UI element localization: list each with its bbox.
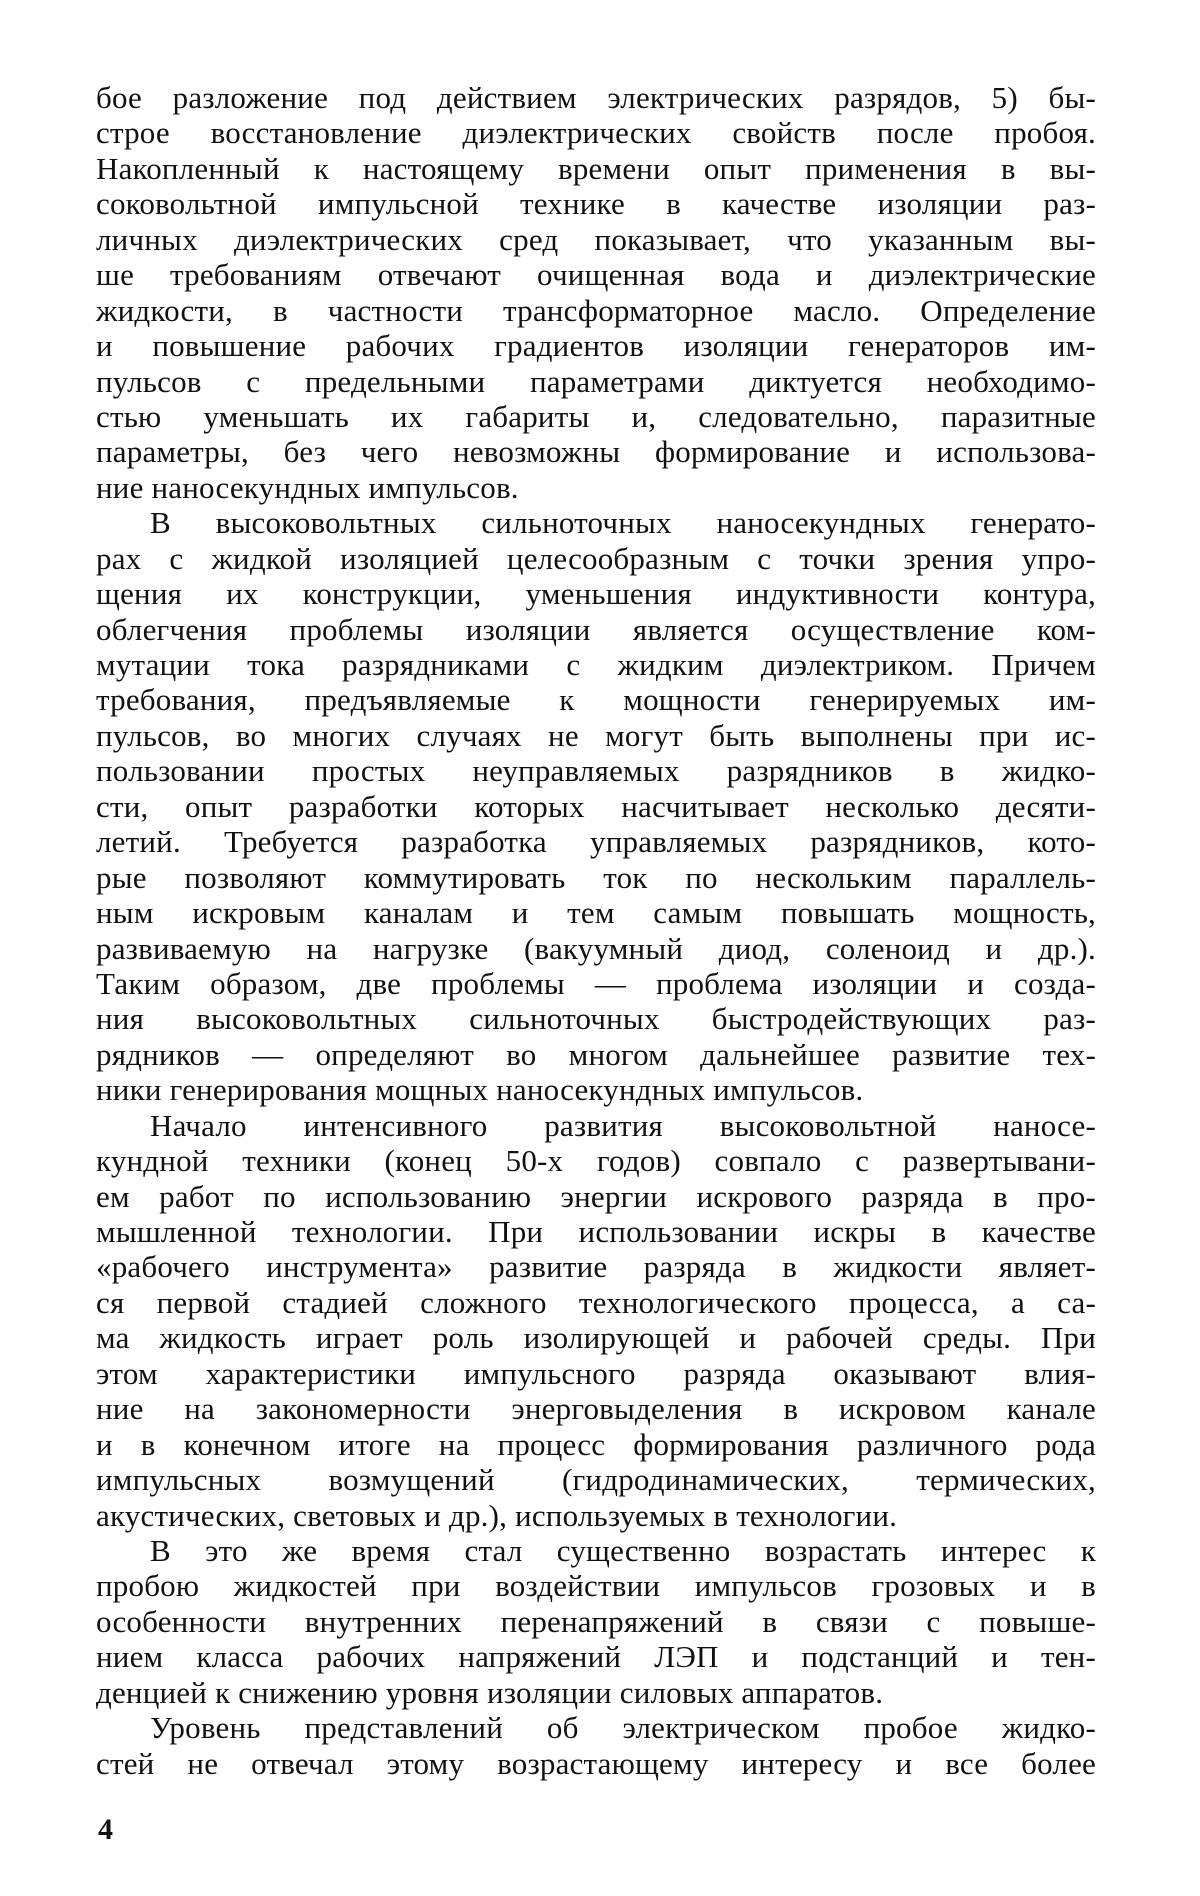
text-line: этом характеристики импульсного разряда оказывают влия- <box>96 1355 1096 1391</box>
text-line: пробою жидкостей при воздействии импульсов грозовых и в <box>96 1568 1096 1604</box>
paragraph <box>96 80 1096 505</box>
text-line: особенности внутренних перенапряжений в связи с повыше- <box>96 1603 1096 1639</box>
text-line: акустических, световых и др.), используемых в технологии. <box>96 1497 898 1533</box>
text-line: стью уменьшать их габариты и, следовательно, паразитные <box>96 398 1096 434</box>
text-line: Таким образом, две проблемы — проблема изоляции и созда- <box>96 965 1096 1001</box>
text-line: В это же время стал существенно возрастать интерес к <box>150 1532 1096 1568</box>
text-line: пульсов с предельными параметрами диктуется необходимо- <box>96 363 1096 399</box>
text-line: бое разложение под действием электрических разрядов, 5) бы- <box>96 80 1096 115</box>
text-line: ся первой стадией сложного технологического процесса, а са- <box>96 1284 1096 1320</box>
text-line: мутации тока разрядниками с жидким диэлектриком. Причем <box>96 647 1096 682</box>
text-line: требования, предъявляемые к мощности генерируемых им- <box>96 682 1096 718</box>
text-line: параметры, без чего невозможны формирование и использова- <box>96 434 1096 470</box>
text-line: пульсов, во многих случаях не могут быть выполнены при ис- <box>96 717 1096 753</box>
text-line: ния высоковольтных сильноточных быстродействующих раз- <box>96 1001 1096 1037</box>
paragraph <box>96 1533 1096 1710</box>
text-line: ники генерирования мощных наносекундных импульсов. <box>96 1072 864 1108</box>
text-line: ным искровым каналам и тем самым повышать мощность, <box>96 895 1096 931</box>
text-line: рые позволяют коммутировать ток по нескольким параллель- <box>96 859 1096 895</box>
text-line: личных диэлектрических сред показывает, что указанным вы- <box>96 221 1096 257</box>
page-body-text <box>96 80 1096 1781</box>
text-line: щения их конструкции, уменьшения индуктивности контура, <box>96 576 1096 612</box>
text-line: облегчения проблемы изоляции является осуществление ком- <box>96 611 1096 647</box>
text-line: рядников — определяют во многом дальнейшее развитие тех- <box>96 1036 1096 1072</box>
text-line: ние на закономерности энерговыделения в искровом канале <box>96 1391 1096 1427</box>
text-line: и повышение рабочих градиентов изоляции генераторов им- <box>96 328 1096 364</box>
text-line: ма жидкость играет роль изолирующей и рабочей среды. При <box>96 1320 1096 1356</box>
text-line: развиваемую на нагрузке (вакуумный диод, соленоид и др.). <box>96 930 1096 966</box>
text-line: пользовании простых неуправляемых разрядников в жидко- <box>96 753 1096 789</box>
text-line: сти, опыт разработки которых насчитывает несколько десяти- <box>96 788 1096 824</box>
page-number: 4 <box>98 1813 113 1846</box>
text-line: мышленной технологии. При использовании искры в качестве <box>96 1214 1096 1249</box>
text-line: ем работ по использованию энергии искрового разряда в про- <box>96 1178 1096 1214</box>
text-line: летий. Требуется разработка управляемых разрядников, кото- <box>96 824 1096 860</box>
text-line: денцией к снижению уровня изоляции силовых аппаратов. <box>96 1674 884 1710</box>
text-line: Уровень представлений об электрическом пробое жидко- <box>150 1710 1096 1746</box>
paragraph <box>96 1710 1096 1781</box>
text-line: рах с жидкой изоляцией целесообразным с точки зрения упро- <box>96 540 1096 576</box>
text-line: соковольтной импульсной технике в качестве изоляции раз- <box>96 186 1096 222</box>
text-line: «рабочего инструмента» развитие разряда в жидкости являет- <box>96 1249 1096 1285</box>
text-line: нием класса рабочих напряжений ЛЭП и подстанций и тен- <box>96 1639 1096 1675</box>
text-line: кундной техники (конец 50-х годов) совпало с развертывани- <box>96 1143 1096 1179</box>
text-line: строе восстановление диэлектрических свойств после пробоя. <box>96 115 1096 151</box>
text-line: импульсных возмущений (гидродинамических, термических, <box>96 1462 1096 1498</box>
text-line: и в конечном итоге на процесс формирования различного рода <box>96 1426 1096 1462</box>
text-line: жидкости, в частности трансформаторное масло. Определение <box>96 292 1096 328</box>
text-line: стей не отвечал этому возрастающему интересу и все более <box>96 1745 1096 1781</box>
paragraph <box>96 505 1096 1107</box>
text-line: Накопленный к настоящему времени опыт применения в вы- <box>96 150 1096 186</box>
paragraph <box>96 1108 1096 1533</box>
text-line: ше требованиям отвечают очищенная вода и диэлектрические <box>96 257 1096 293</box>
text-line: В высоковольтных сильноточных наносекундных генерато- <box>150 505 1096 541</box>
text-line: Начало интенсивного развития высоковольтной наносе- <box>150 1107 1096 1143</box>
text-line: ние наносекундных импульсов. <box>96 469 519 505</box>
